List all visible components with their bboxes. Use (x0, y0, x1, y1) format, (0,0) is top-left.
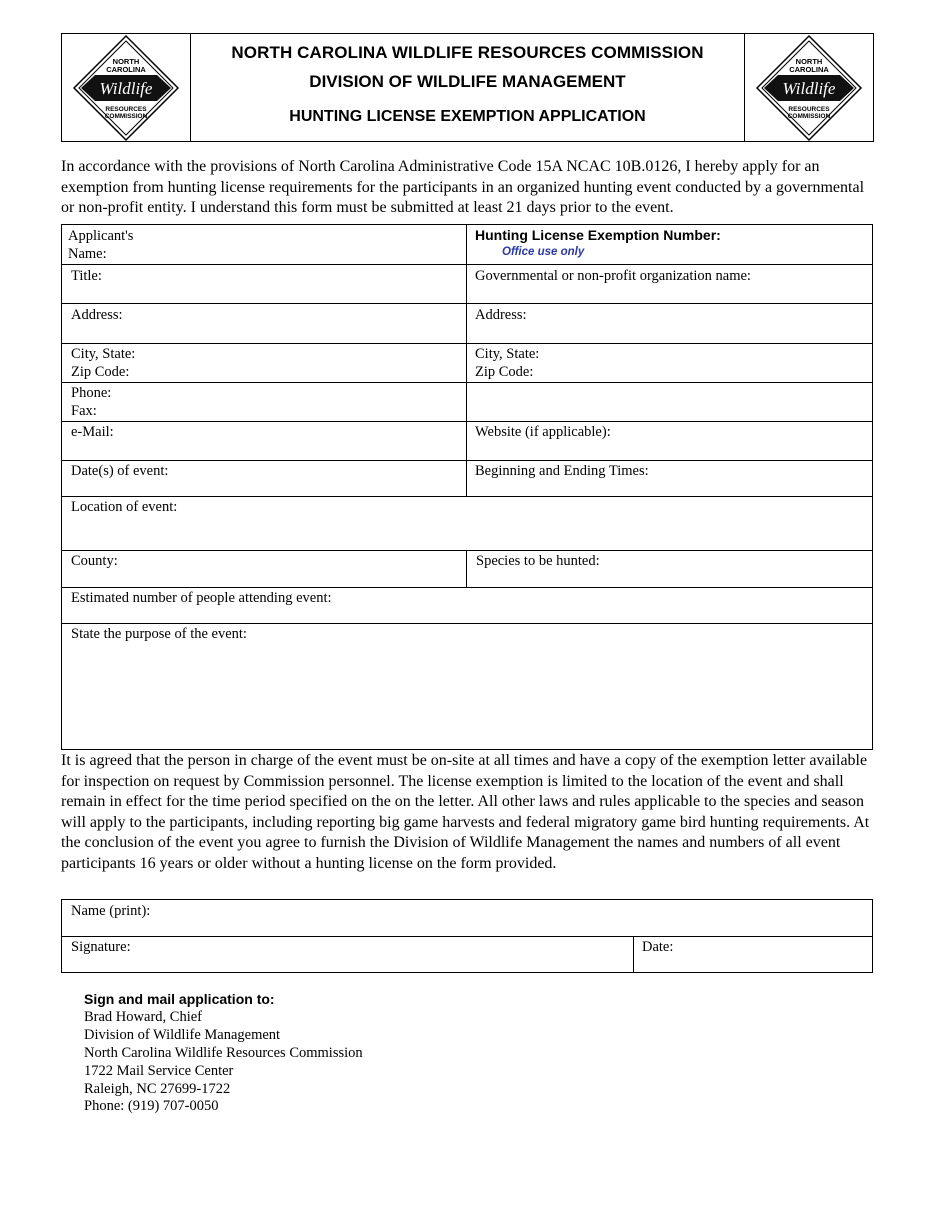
blank-field[interactable] (475, 385, 865, 419)
signature-field[interactable]: Signature: (71, 939, 131, 955)
logo-bottom-line1: RESOURCES (105, 106, 147, 113)
mail-line: Division of Wildlife Management (84, 1026, 281, 1043)
city-zip-field-right[interactable] (475, 346, 539, 381)
form-header (61, 33, 874, 142)
logo-right (744, 34, 873, 141)
applicant-name-label-2: Name: (68, 245, 107, 262)
phone-label: Phone: (71, 385, 112, 401)
logo-top-line2: CAROLINA (106, 65, 146, 74)
intro-paragraph: In accordance with the provisions of North Carolina Administrative Code 15A NCAC 10B.0126, I hereby apply for an exemption from hunting license requirements for the participants in an organized hunting event conducted by a governmental or non-profit entity. I understand this form must be submitted at least 21 days prior to the event. (61, 158, 865, 216)
website-field[interactable]: Website (if applicable): (475, 424, 611, 440)
event-times-field[interactable]: Beginning and Ending Times: (475, 463, 649, 479)
address-field-left[interactable]: Address: (71, 307, 123, 323)
logo-bottom-line2: COMMISSION (787, 113, 831, 120)
application-form (61, 224, 873, 750)
signature-section (61, 899, 873, 973)
org-name-line1: NORTH CAROLINA WILDLIFE RESOURCES COMMISSION (231, 43, 704, 62)
logo-script: Wildlife (782, 79, 836, 98)
county-field[interactable]: County: (71, 553, 118, 569)
zip-label-right: Zip Code: (475, 363, 534, 380)
logo-bottom-line1: RESOURCES (788, 106, 830, 113)
fax-label: Fax: (71, 402, 97, 419)
mail-line: 1722 Mail Service Center (84, 1062, 234, 1079)
org-name-field[interactable]: Governmental or non-profit organization name: (475, 268, 751, 284)
event-dates-field[interactable]: Date(s) of event: (71, 463, 169, 479)
office-use-note: Office use only (502, 245, 585, 258)
org-name-line2: DIVISION OF WILDLIFE MANAGEMENT (309, 72, 626, 91)
wildlife-commission-logo-icon (72, 34, 180, 142)
applicant-name-field[interactable] (68, 228, 133, 263)
exemption-number-field (475, 227, 721, 259)
city-state-label-left: City, State: (71, 346, 136, 362)
mail-line: North Carolina Wildlife Resources Commission (84, 1044, 363, 1061)
title-field[interactable]: Title: (71, 268, 102, 284)
mail-line: Brad Howard, Chief (84, 1008, 202, 1025)
logo-script: Wildlife (99, 79, 153, 98)
event-location-field[interactable]: Location of event: (71, 499, 178, 515)
agreement-paragraph: It is agreed that the person in charge of the event must be on-site at all times and have a copy of the exemption letter available for inspection on request by Commission personnel. The license exemption is limited to the location of the event and shall remain in effect for the time period specified on the on the letter. All other laws and rules applicable to the species and season will apply to the participants, including reporting big game harvests and federal migratory game bird hunting requirements. At the conclusion of the event you agree to furnish the Division of Wildlife Management the names and numbers of all event participants 16 years or older without a hunting license on the form provided. (61, 752, 870, 872)
address-field-right[interactable]: Address: (475, 307, 527, 323)
applicant-name-label-1: Applicant's (68, 228, 134, 244)
attendance-field[interactable]: Estimated number of people attending event: (71, 590, 332, 606)
logo-top-line2: CAROLINA (789, 65, 829, 74)
phone-fax-field[interactable] (71, 385, 111, 420)
mail-line: Phone: (919) 707-0050 (84, 1098, 219, 1115)
wildlife-commission-logo-icon (755, 34, 863, 142)
date-field[interactable]: Date: (642, 939, 674, 955)
event-purpose-field[interactable]: State the purpose of the event: (71, 626, 247, 642)
logo-bottom-line2: COMMISSION (104, 113, 148, 120)
city-zip-field-left[interactable] (71, 346, 135, 381)
mailing-address (84, 991, 363, 1116)
mail-heading: Sign and mail application to: (84, 991, 275, 1007)
form-title: HUNTING LICENSE EXEMPTION APPLICATION (289, 108, 646, 125)
exemption-number-label: Hunting License Exemption Number: (475, 227, 721, 243)
logo-top-line1: NORTH (795, 57, 823, 66)
print-name-field[interactable]: Name (print): (71, 903, 151, 919)
mail-line: Raleigh, NC 27699-1722 (84, 1080, 231, 1097)
species-field[interactable]: Species to be hunted: (476, 553, 600, 569)
logo-left (62, 34, 191, 141)
logo-top-line1: NORTH (112, 57, 140, 66)
email-field[interactable]: e-Mail: (71, 424, 114, 440)
zip-label-left: Zip Code: (71, 363, 130, 380)
city-state-label-right: City, State: (475, 346, 540, 362)
